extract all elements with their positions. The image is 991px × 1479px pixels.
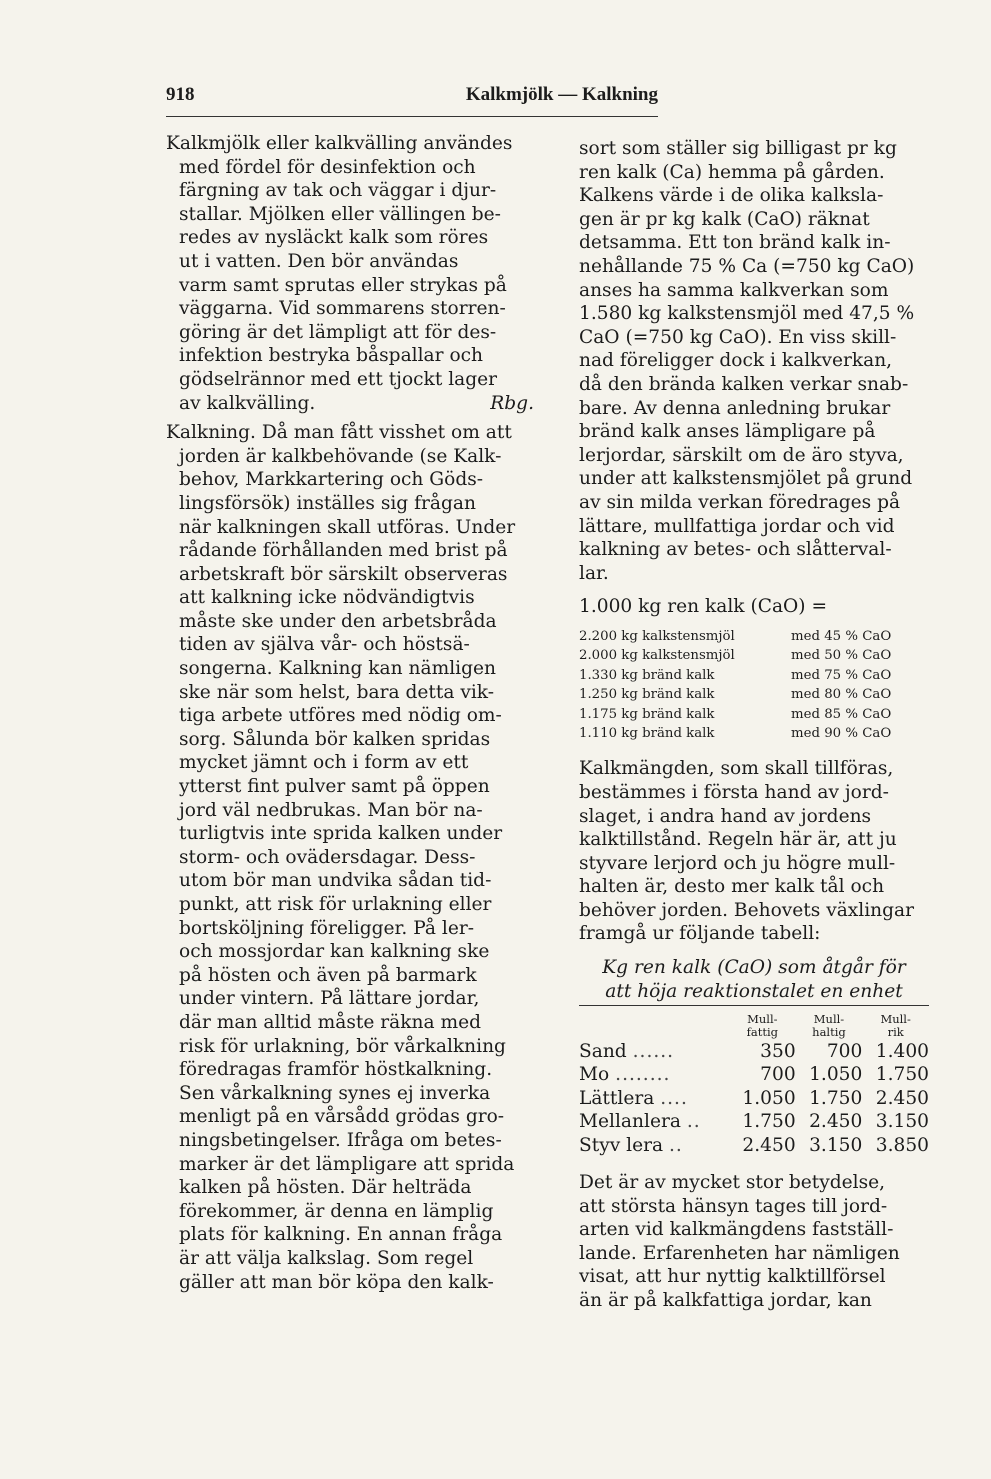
text-line: på hösten och även på barmark — [179, 964, 477, 986]
text-line: anses ha samma kalkverkan som — [579, 279, 889, 301]
text-line: nad föreligger dock i kalkverkan, — [579, 350, 893, 372]
text-line: ningsbetingelser. Ifråga om betes- — [179, 1129, 502, 1151]
text-line: lingsförsök) inställes sig frågan — [179, 492, 476, 514]
table-row — [579, 666, 929, 685]
table-row — [579, 1110, 929, 1133]
table-cell: 1.750 — [809, 1087, 863, 1109]
text-line: väggarna. Vid sommarens storren- — [179, 298, 506, 320]
text-line: menligt på en vårsådd grödas gro- — [179, 1106, 505, 1128]
text-line: arbetskraft bör särskilt observeras — [179, 563, 508, 585]
table-cell: 1.750 — [875, 1064, 929, 1086]
text-line: att kalkning icke nödvändigtvis — [179, 587, 475, 609]
table-row — [579, 685, 929, 704]
paragraph — [579, 1171, 929, 1313]
text-line: kalken på hösten. Där helträda — [179, 1177, 472, 1199]
conv-content: med 45 % CaO — [791, 628, 892, 644]
row-label: Mo ........ — [579, 1064, 671, 1086]
text-line: plats för kalkning. En annan fråga — [179, 1224, 503, 1246]
text-line: halten är, desto mer kalk tål och — [579, 876, 885, 898]
text-line: kalkning av betes- och slåtterval- — [579, 539, 892, 561]
text-line: och mossjordar kan kalkning ske — [179, 941, 490, 963]
text-line: då den brända kalken verkar snab- — [579, 373, 909, 395]
conversion-table — [579, 627, 929, 743]
text-line: ske när som helst, bara detta vik- — [179, 681, 495, 703]
text-line: redes av nysläckt kalk som röres — [179, 227, 489, 249]
text-line: arten vid kalkmängdens fastställ- — [579, 1219, 894, 1241]
text-line: ytterst fint pulver samt på öppen — [179, 776, 490, 798]
text-line: songerna. Kalkning kan nämligen — [179, 658, 496, 680]
table-cell: 2.450 — [875, 1087, 929, 1109]
text-line: nehållande 75 % Ca (=750 kg CaO) — [579, 255, 915, 277]
entry-headword: Kalkning. — [166, 422, 256, 444]
left-column — [166, 132, 534, 1294]
conv-content: med 80 % CaO — [791, 687, 892, 703]
table-cell: 3.150 — [809, 1134, 863, 1156]
text-line: utom bör man undvika sådan tid- — [179, 870, 492, 892]
text-line: lerjordar, särskilt om de äro styva, — [579, 444, 904, 466]
text-line: styvare lerjord och ju högre mull- — [579, 852, 896, 874]
text-line: 1.580 kg kalkstensmjöl med 47,5 % — [579, 303, 915, 325]
text-line: storm- och ovädersdagar. Dess- — [179, 846, 476, 868]
conv-content: med 75 % CaO — [791, 667, 892, 683]
text-line: jorden är kalkbehövande (se Kalk- — [179, 445, 502, 467]
table-rule — [579, 1005, 929, 1006]
text-line: förekommer, är denna en lämplig — [179, 1200, 494, 1222]
text-line: visat, att hur nyttig kalktillförsel — [579, 1266, 886, 1288]
text-line: Kalkmjölk eller kalkvälling användes — [166, 133, 513, 154]
text-line: av sin milda verkan föredrages på — [579, 491, 901, 513]
conv-amount: 1.110 kg bränd kalk — [579, 725, 715, 741]
text-line: jord väl nedbrukas. Man bör na- — [179, 799, 483, 821]
text-line: bestämmes i första hand av jord- — [579, 781, 889, 803]
text-line: ren kalk (Ca) hemma på gården. — [579, 161, 885, 183]
conv-amount: 1.250 kg bränd kalk — [579, 687, 715, 703]
lime-requirement-table — [579, 1009, 929, 1157]
table-cell: 350 — [760, 1041, 796, 1063]
running-title: Kalkmjölk — Kalkning — [465, 84, 658, 105]
conv-amount: 1.175 kg bränd kalk — [579, 706, 715, 722]
table-row — [579, 705, 929, 724]
table-cell: 1.050 — [742, 1087, 796, 1109]
text-line: gäller att man bör köpa den kalk- — [179, 1271, 494, 1293]
text-line: där man alltid måste räkna med — [179, 1011, 481, 1033]
text-line: rådande förhållanden med brist på — [179, 540, 508, 562]
text-line: turligtvis inte sprida kalken under — [179, 823, 503, 845]
equivalence-heading: 1.000 kg ren kalk (CaO) = — [579, 596, 828, 618]
text-line: Sen vårkalkning synes ej inverka — [179, 1082, 491, 1104]
text-line: tiga arbete utföres med nödig om- — [179, 705, 502, 727]
table-header-row — [579, 1009, 929, 1040]
text-line: bare. Av denna anledning brukar — [579, 397, 891, 419]
column-header: Mull- fattig — [746, 1012, 779, 1039]
table-cell: 3.850 — [875, 1134, 929, 1156]
table-row — [579, 627, 929, 646]
text-line: behöver jorden. Behovets växlingar — [579, 899, 915, 921]
column-header: Mull- rik — [880, 1012, 911, 1039]
text-line: marker är det lämpligare att sprida — [179, 1153, 515, 1175]
text-line: av kalkvälling. Rbg. — [179, 392, 534, 414]
table-row — [579, 1134, 929, 1157]
right-column — [579, 137, 929, 1313]
table-cell: 700 — [826, 1041, 863, 1063]
paragraph — [579, 757, 929, 946]
text-line: gen är pr kg kalk (CaO) räknat — [579, 208, 870, 230]
text-line: med fördel för desinfektion och — [179, 156, 476, 178]
text-line: när kalkningen skall utföras. Under — [179, 516, 516, 538]
table-cell: 2.450 — [809, 1111, 863, 1133]
header-empty — [579, 1009, 729, 1040]
text-line: bortsköljning föreligger. På ler- — [179, 917, 475, 939]
conv-content: med 90 % CaO — [791, 725, 892, 741]
entry-headword: Kalkmjölk — [166, 133, 260, 154]
text-line: stallar. Mjölken eller vällingen be- — [179, 203, 501, 225]
text-line: ut i vatten. Den bör användas — [179, 250, 459, 272]
text-line: färgning av tak och väggar i djur- — [179, 180, 497, 202]
text-line: är att välja kalkslag. Som regel — [179, 1247, 474, 1269]
row-label: Styv lera .. — [579, 1134, 683, 1156]
conv-amount: 2.000 kg kalkstensmjöl — [579, 648, 735, 664]
table-row — [579, 1040, 929, 1063]
text-line: måste ske under den arbetsbråda — [179, 610, 497, 632]
text-line: varm samt sprutas eller strykas på — [179, 274, 507, 296]
caption-line: att höja reaktionstalet en enhet — [605, 980, 903, 1002]
table-cell: 1.400 — [875, 1041, 929, 1063]
text-line: sort som ställer sig billigast pr kg — [579, 138, 897, 159]
conv-amount: 1.330 kg bränd kalk — [579, 667, 715, 683]
table-cell: 700 — [760, 1064, 796, 1086]
text-line: gödselrännor med ett tjockt lager — [179, 368, 498, 390]
text-line: kalktillstånd. Regeln här är, att ju — [579, 829, 897, 851]
text-line: lättare, mullfattiga jordar och vid — [579, 515, 895, 537]
text-line: tiden av själva vår- och höstsä- — [179, 634, 470, 656]
text-line: risk för urlakning, bör vårkalkning — [179, 1035, 506, 1057]
text-line: infektion bestryka båspallar och — [179, 345, 484, 367]
row-label: Sand ...... — [579, 1041, 675, 1063]
text-line: Kalkmängden, som skall tillföras, — [579, 758, 894, 780]
text-line: Kalkens värde i de olika kalksla- — [579, 185, 884, 207]
text-line: slaget, i andra hand av jordens — [579, 805, 872, 827]
table-cell: 2.450 — [742, 1134, 796, 1156]
conv-content: med 85 % CaO — [791, 706, 892, 722]
author-signature: Rbg. — [490, 392, 534, 414]
text-line: under vintern. På lättare jordar, — [179, 988, 480, 1010]
table-row — [579, 646, 929, 665]
column-header: Mull- haltig — [812, 1012, 846, 1039]
text-line: göring är det lämpligt att för des- — [179, 321, 497, 343]
running-header — [166, 84, 658, 117]
text-line: sorg. Sålunda bör kalken spridas — [179, 728, 491, 750]
table-cell: 1.050 — [809, 1064, 863, 1086]
entry-kalkning — [166, 421, 534, 1294]
text-line: mycket jämnt och i form av ett — [179, 752, 469, 774]
table-row — [579, 724, 929, 743]
table-row — [579, 1087, 929, 1110]
text-line: Kalkning. Då man fått visshet om att — [166, 422, 512, 444]
text-line: lar. — [579, 562, 609, 584]
entry-kalkmjolk — [166, 132, 534, 415]
conv-content: med 50 % CaO — [791, 648, 892, 664]
text-line: lande. Erfarenheten har nämligen — [579, 1242, 900, 1264]
text-line: under att kalkstensmjölet på grund — [579, 468, 913, 490]
text-line: Det är av mycket stor betydelse, — [579, 1172, 886, 1194]
row-label: Mellanlera .. — [579, 1111, 701, 1133]
text-line: CaO (=750 kg CaO). En viss skill- — [579, 326, 897, 348]
text-line: framgå ur följande tabell: — [579, 923, 821, 945]
conv-amount: 2.200 kg kalkstensmjöl — [579, 628, 735, 644]
paragraph — [579, 137, 929, 585]
text-line: föredragas framför höstkalkning. — [179, 1059, 493, 1081]
text-line: än är på kalkfattiga jordar, kan — [579, 1290, 872, 1312]
text-line: detsamma. Ett ton bränd kalk in- — [579, 232, 891, 254]
text-line: bränd kalk anses lämpligare på — [579, 421, 876, 443]
table-caption — [579, 956, 929, 1003]
page-number: 918 — [166, 84, 195, 105]
table-cell: 1.750 — [742, 1111, 796, 1133]
text-line: att största hänsyn tages till jord- — [579, 1195, 888, 1217]
table-cell: 3.150 — [875, 1111, 929, 1133]
caption-line: Kg ren kalk (CaO) som åtgår för — [602, 957, 906, 979]
table-row — [579, 1063, 929, 1086]
row-label: Lättlera .... — [579, 1087, 688, 1109]
text-line: punkt, att risk för urlakning eller — [179, 894, 492, 915]
text-line: behov, Markkartering och Göds- — [179, 469, 484, 491]
